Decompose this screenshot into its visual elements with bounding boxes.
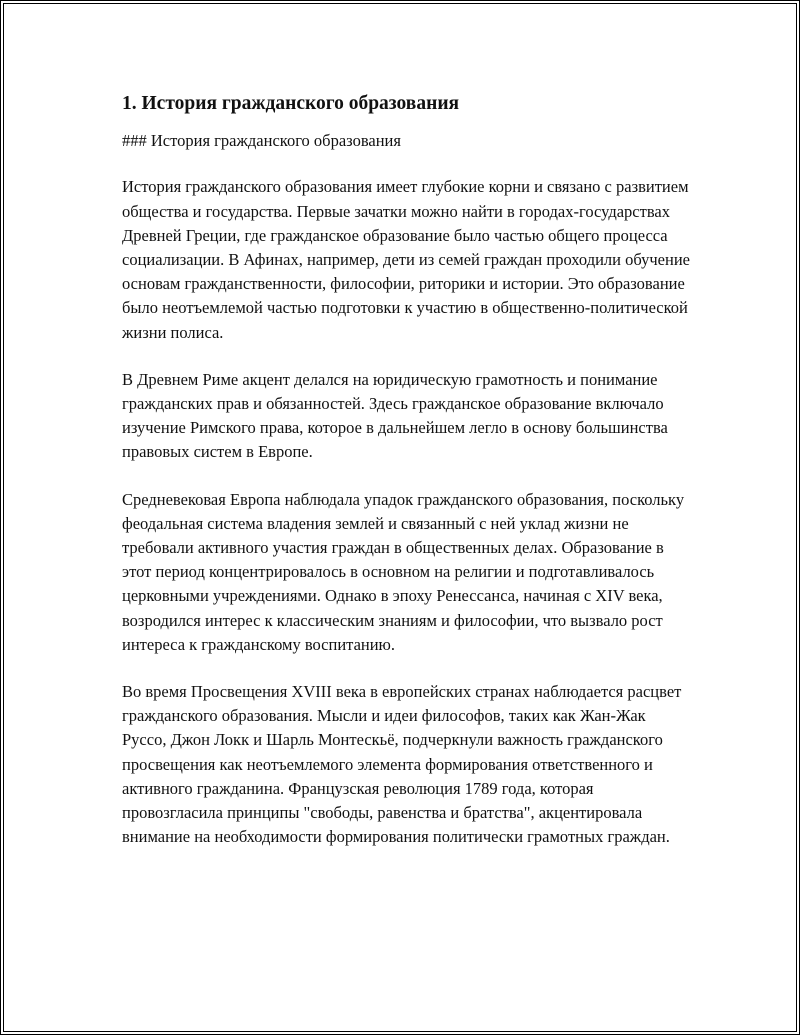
markdown-subheading: ### История гражданского образования [122,131,401,151]
paragraph-enlightenment: Во время Просвещения XVIII века в европейских странах наблюдается расцвет гражданского образования. Мысли и идеи философов, таких как Жан-Жак Руссо, Джон Локк и Шарль Монтескьё, подчеркнули важность гражданского просвещения как неотъемлемого элемента формирования ответственного и активного гражданина. Французская революция 1789 года, которая провозгласила принципы "свободы, равенства и братства", акцентировала внимание на необходимости формирования политически грамотных граждан. [122,682,682,847]
paragraph-ancient-rome: В Древнем Риме акцент делался на юридическую грамотность и понимание гражданских прав и обязанностей. Здесь гражданское образование включало изучение Римского права, которое в дальнейшем легло в основу большинства правовых систем в Европе. [122,369,668,462]
document-title: 1. История гражданского образования [122,93,460,114]
paragraph-middle-ages: Средневековая Европа наблюдала упадок гражданского образования, поскольку феодальная система владения землей и связанный с ней уклад жизни не требовали активного участия граждан в общественных делах. Образование в этот период концентрировалось в основном на религии и подготавливалось церковными учреждениями. Однако в эпоху Ренессанса, начиная с XIV века, возродился интерес к классическим знаниям и философии, что вызвало рост интереса к гражданскому воспитанию. [122,489,685,654]
document-body [122,92,692,872]
paragraph-ancient-greece: История гражданского образования имеет глубокие корни и связано с развитием общества и государства. Первые зачатки можно найти в городах-государствах Древней Греции, где гражданское образование было частью общего процесса социализации. В Афинах, например, дети из семей граждан проходили обучение основам гражданственности, философии, риторики и истории. Это образование было неотъемлемой частью подготовки к участию в общественно-политической жизни полиса. [122,177,690,342]
